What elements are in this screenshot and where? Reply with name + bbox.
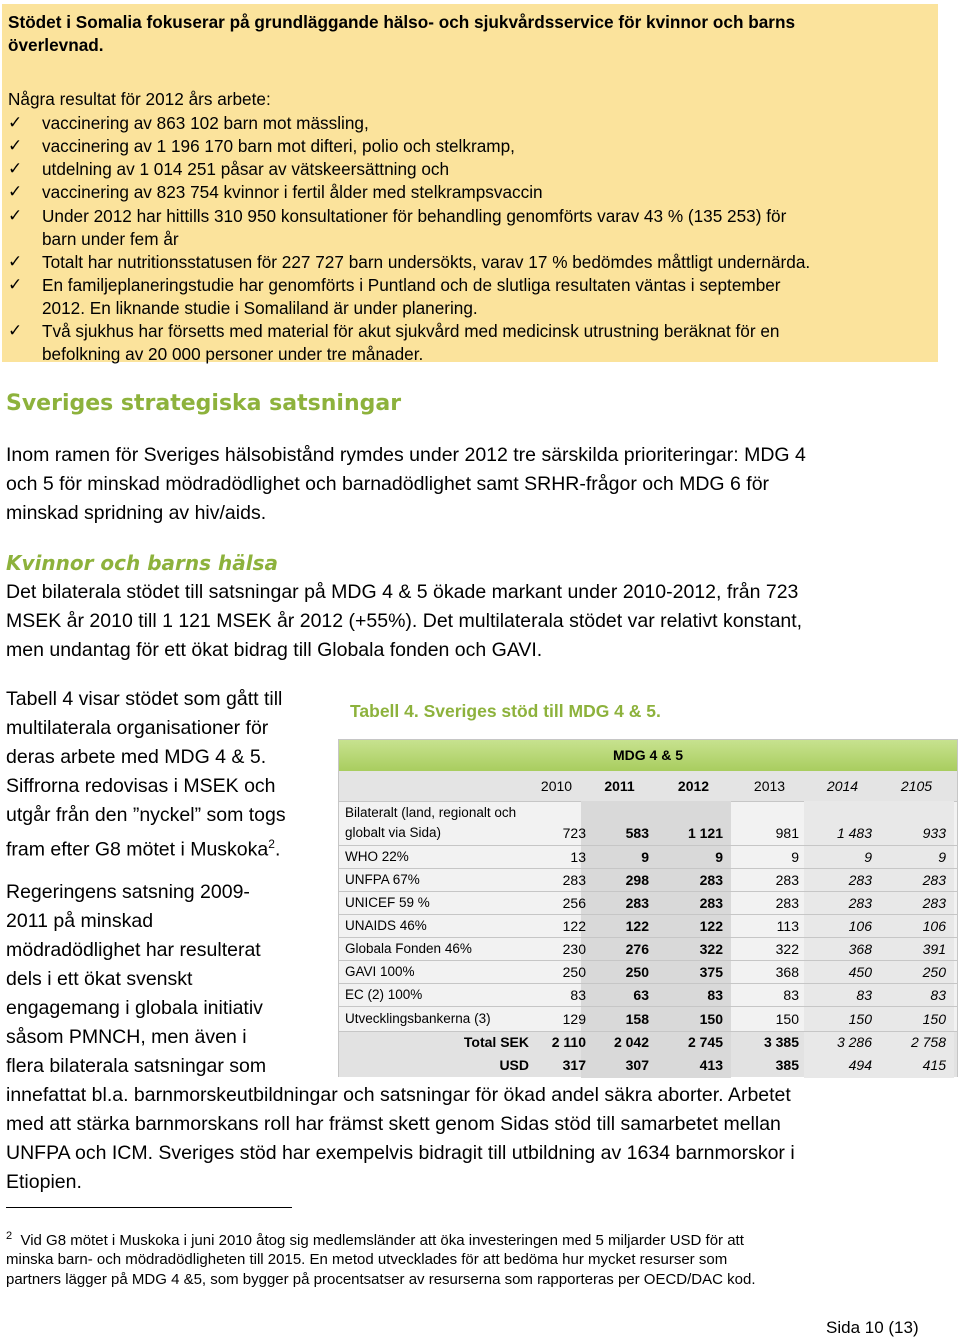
table-cell: 113 xyxy=(776,917,799,934)
table-cell: 276 xyxy=(625,940,649,957)
table-cell: 283 xyxy=(922,871,946,888)
table-cell: 283 xyxy=(922,894,946,911)
table-year-header: 2010 xyxy=(540,778,573,794)
result-item-cont: barn under fem år xyxy=(42,229,179,249)
somalia-results-box xyxy=(2,4,938,362)
checkmark-icon: ✓ xyxy=(8,252,23,271)
table-cell: 250 xyxy=(562,963,586,980)
table-cell: 83 xyxy=(707,986,723,1003)
result-item: En familjeplaneringstudie har genomförts i Puntland och de slutliga resultaten väntas i september xyxy=(42,275,781,295)
paragraph-line: Tabell 4 visar stödet som gått till xyxy=(6,688,283,710)
paragraph-text: fram efter G8 mötet i Muskoka xyxy=(6,838,269,861)
mdg-support-table xyxy=(338,739,958,1077)
table-title: MDG 4 & 5 xyxy=(339,740,957,771)
paragraph-line: Regeringens satsning 2009- xyxy=(6,881,250,903)
table-cell: 122 xyxy=(562,917,586,934)
table-total-cell: 2 042 xyxy=(613,1034,649,1050)
table-cell: 1 121 xyxy=(687,825,723,841)
table-total-cell: 494 xyxy=(848,1057,872,1073)
box-title-line: överlevnad. xyxy=(8,35,104,55)
table-cell: 322 xyxy=(699,940,723,957)
checkmark-icon: ✓ xyxy=(8,136,23,155)
paragraph-line: dels i ett ökat svenskt xyxy=(6,968,193,990)
table-cell: 723 xyxy=(562,825,586,841)
table-cell: 13 xyxy=(570,848,586,865)
table-cell: 375 xyxy=(699,963,723,980)
table-cell: 9 xyxy=(864,848,872,865)
table-cell: 9 xyxy=(938,848,946,865)
table-cell: 250 xyxy=(922,963,946,980)
table-cell: 391 xyxy=(922,940,946,957)
paragraph-line: innefattat bl.a. barnmorskeutbildningar och satsningar för ökad andel säkra aborter. Arbetet xyxy=(6,1084,791,1106)
table-cell: 283 xyxy=(775,871,799,888)
table-cell: 250 xyxy=(625,963,649,980)
result-item-cont: befolkning av 20 000 personer under tre månader. xyxy=(42,344,424,364)
paragraph-line: Siffrorna redovisas i MSEK och xyxy=(6,775,276,797)
table-cell: 322 xyxy=(775,940,799,957)
paragraph-line: mödradödlighet har resulterat xyxy=(6,939,261,961)
paragraph-line: MSEK år 2010 till 1 121 MSEK år 2012 (+55%). Det multilaterala stödet var relativt konstant, xyxy=(6,610,803,632)
table-cell: 283 xyxy=(848,894,872,911)
page-number: Sida 10 (13) xyxy=(826,1318,919,1337)
checkmark-icon: ✓ xyxy=(8,182,23,201)
table-cell: 63 xyxy=(633,986,649,1003)
table-row-label: EC (2) 100% xyxy=(345,986,423,1002)
table-cell: 283 xyxy=(562,871,586,888)
table-cell: 256 xyxy=(562,894,586,911)
table-year-header: 2012 xyxy=(677,778,710,794)
table-cell: 583 xyxy=(625,825,649,841)
box-intro: Några resultat för 2012 års arbete: xyxy=(8,89,271,109)
result-item: vaccinering av 1 196 170 barn mot difteri, polio och stelkramp, xyxy=(42,136,515,156)
table-cell: 283 xyxy=(699,871,723,888)
subsection-heading: Kvinnor och barns hälsa xyxy=(6,551,279,575)
table-cell: 106 xyxy=(848,917,872,934)
box-title-line: Stödet i Somalia fokuserar på grundläggande hälso- och sjukvårdsservice för kvinnor och barns xyxy=(8,12,796,32)
paragraph-line: deras arbete med MDG 4 & 5. xyxy=(6,746,267,768)
paragraph-period: . xyxy=(274,838,281,861)
table-cell: 122 xyxy=(625,917,649,934)
table-row-label: UNICEF 59 % xyxy=(345,894,430,910)
table-total-cell: 2 110 xyxy=(551,1034,586,1050)
paragraph-line: flera bilaterala satsningar som xyxy=(6,1055,267,1077)
paragraph-line: UNFPA och ICM. Sveriges stöd har exempelvis bidragit till utbildning av 1634 barnmorskor i xyxy=(6,1142,795,1164)
table-cell: 83 xyxy=(930,986,946,1003)
table-cell: 368 xyxy=(775,963,799,980)
table-total-cell: 385 xyxy=(775,1057,799,1073)
table-row-label: UNAIDS 46% xyxy=(345,917,427,933)
table-total-cell: 2 758 xyxy=(910,1034,946,1050)
paragraph-line: såsom PMNCH, men även i xyxy=(6,1026,247,1048)
paragraph-line: multilaterala organisationer för xyxy=(6,717,269,739)
table-row-label: Globala Fonden 46% xyxy=(345,940,472,956)
table-cell: 981 xyxy=(775,825,799,841)
result-item: Under 2012 har hittills 310 950 konsultationer för behandling genomförts varav 43 % (135 253) för xyxy=(42,206,787,226)
table-cell: 298 xyxy=(625,871,649,888)
table-cell: 283 xyxy=(699,894,723,911)
table-cell: 122 xyxy=(699,917,723,934)
table-year-header: 2013 xyxy=(753,778,786,794)
table-total-cell: 317 xyxy=(562,1057,586,1073)
table-total-cell: 3 385 xyxy=(763,1034,799,1050)
checkmark-icon: ✓ xyxy=(8,159,23,178)
table-cell: 83 xyxy=(783,986,799,1003)
table-cell: 129 xyxy=(562,1010,586,1027)
result-item: utdelning av 1 014 251 påsar av vätskeersättning och xyxy=(42,159,450,179)
footnote-line xyxy=(6,1226,744,1251)
section-heading: Sveriges strategiska satsningar xyxy=(6,391,402,416)
table-total-cell: 3 286 xyxy=(836,1034,872,1050)
table-cell: 106 xyxy=(922,917,946,934)
table-cell: 83 xyxy=(570,986,586,1003)
result-item: Två sjukhus har försetts med material för akut sjukvård med medicinsk utrustning beräknat för en xyxy=(42,321,780,341)
footnote-rule xyxy=(6,1207,292,1208)
table-cell: 368 xyxy=(848,940,872,957)
paragraph-line: 2011 på minskad xyxy=(6,910,154,932)
footnote-line: minska barn- och mödradödligheten till 2015. En metod utvecklades för att bedöma hur mycket resurser som xyxy=(6,1251,728,1268)
result-item: Totalt har nutritionsstatusen för 227 727 barn undersökts, varav 17 % bedömdes måttligt undernärda. xyxy=(42,252,811,272)
footnote-text: Vid G8 mötet i Muskoka i juni 2010 åtog sig medlemsländer att öka investeringen med 5 miljarder USD för att xyxy=(20,1232,744,1249)
footnote-number: 2 xyxy=(6,1230,13,1242)
table-total-label: Total SEK xyxy=(463,1034,529,1050)
table-row-label: Bilateralt (land, regionalt och xyxy=(345,805,517,820)
paragraph-line: utgår från den ”nyckel” som togs xyxy=(6,804,286,826)
table-cell: 83 xyxy=(856,986,872,1003)
table-cell: 9 xyxy=(641,848,649,865)
paragraph-line: Etiopien. xyxy=(6,1171,82,1193)
paragraph-line: Inom ramen för Sveriges hälsobistånd rymdes under 2012 tre särskilda prioriteringar: MDG 4 xyxy=(6,444,806,466)
paragraph-line: minskad spridning av hiv/aids. xyxy=(6,502,267,524)
table-total-label: USD xyxy=(499,1057,529,1073)
paragraph-line: Det bilaterala stödet till satsningar på MDG 4 & 5 ökade markant under 2010-2012, från 723 xyxy=(6,581,799,603)
checkmark-icon: ✓ xyxy=(8,275,23,294)
table-row-label: WHO 22% xyxy=(345,848,409,864)
table-total-cell: 307 xyxy=(625,1057,649,1073)
table-caption: Tabell 4. Sveriges stöd till MDG 4 & 5. xyxy=(350,701,661,721)
table-total-cell: 413 xyxy=(699,1057,723,1073)
table-cell: 158 xyxy=(625,1010,649,1027)
paragraph-line: engagemang i globala initiativ xyxy=(6,997,263,1019)
checkmark-icon: ✓ xyxy=(8,113,23,132)
result-item-cont: 2012. En liknande studie i Somaliland är under planering. xyxy=(42,298,478,318)
paragraph-line: och 5 för minskad mödradödlighet och barnadödlighet samt SRHR-frågor och MDG 6 för xyxy=(6,473,770,495)
footnote-line: partners lägger på MDG 4 &5, som bygger på procentsatser av resurserna som rapporteras per OECD/DAC kod. xyxy=(6,1271,756,1288)
table-total-cell: 415 xyxy=(922,1057,946,1073)
table-cell: 150 xyxy=(922,1010,946,1027)
table-cell: 150 xyxy=(848,1010,872,1027)
table-total-cell: 2 745 xyxy=(687,1034,723,1050)
table-cell: 150 xyxy=(699,1010,723,1027)
checkmark-icon: ✓ xyxy=(8,206,23,225)
table-cell: 230 xyxy=(562,940,586,957)
footnote-ref[interactable]: 2 xyxy=(268,837,275,851)
table-cell: 933 xyxy=(922,825,946,841)
result-item: vaccinering av 863 102 barn mot mässling, xyxy=(42,113,369,133)
table-cell: 1 483 xyxy=(836,825,872,841)
table-row-label: Utvecklingsbankerna (3) xyxy=(345,1010,491,1026)
table-cell: 9 xyxy=(791,848,799,865)
checkmark-icon: ✓ xyxy=(8,321,23,340)
table-year-header: 2105 xyxy=(900,778,933,794)
paragraph-line: med att stärka barnmorskans roll har främst skett genom Sidas stöd till samarbetet mellan xyxy=(6,1113,781,1135)
paragraph-line xyxy=(6,830,280,865)
table-cell: 283 xyxy=(625,894,649,911)
table-cell: 283 xyxy=(848,871,872,888)
table-year-header: 2014 xyxy=(826,778,859,794)
table-row-label: GAVI 100% xyxy=(345,963,415,979)
table-cell: 450 xyxy=(848,963,872,980)
table-cell: 150 xyxy=(775,1010,799,1027)
table-cell: 9 xyxy=(715,848,723,865)
result-item: vaccinering av 823 754 kvinnor i fertil ålder med stelkrampsvaccin xyxy=(42,182,543,202)
table-row-label: UNFPA 67% xyxy=(345,871,420,887)
paragraph-line: men undantag för ett ökat bidrag till Globala fonden och GAVI. xyxy=(6,639,543,661)
table-row-label: globalt via Sida) xyxy=(345,825,442,840)
table-cell: 283 xyxy=(775,894,799,911)
table-year-header: 2011 xyxy=(604,778,635,794)
